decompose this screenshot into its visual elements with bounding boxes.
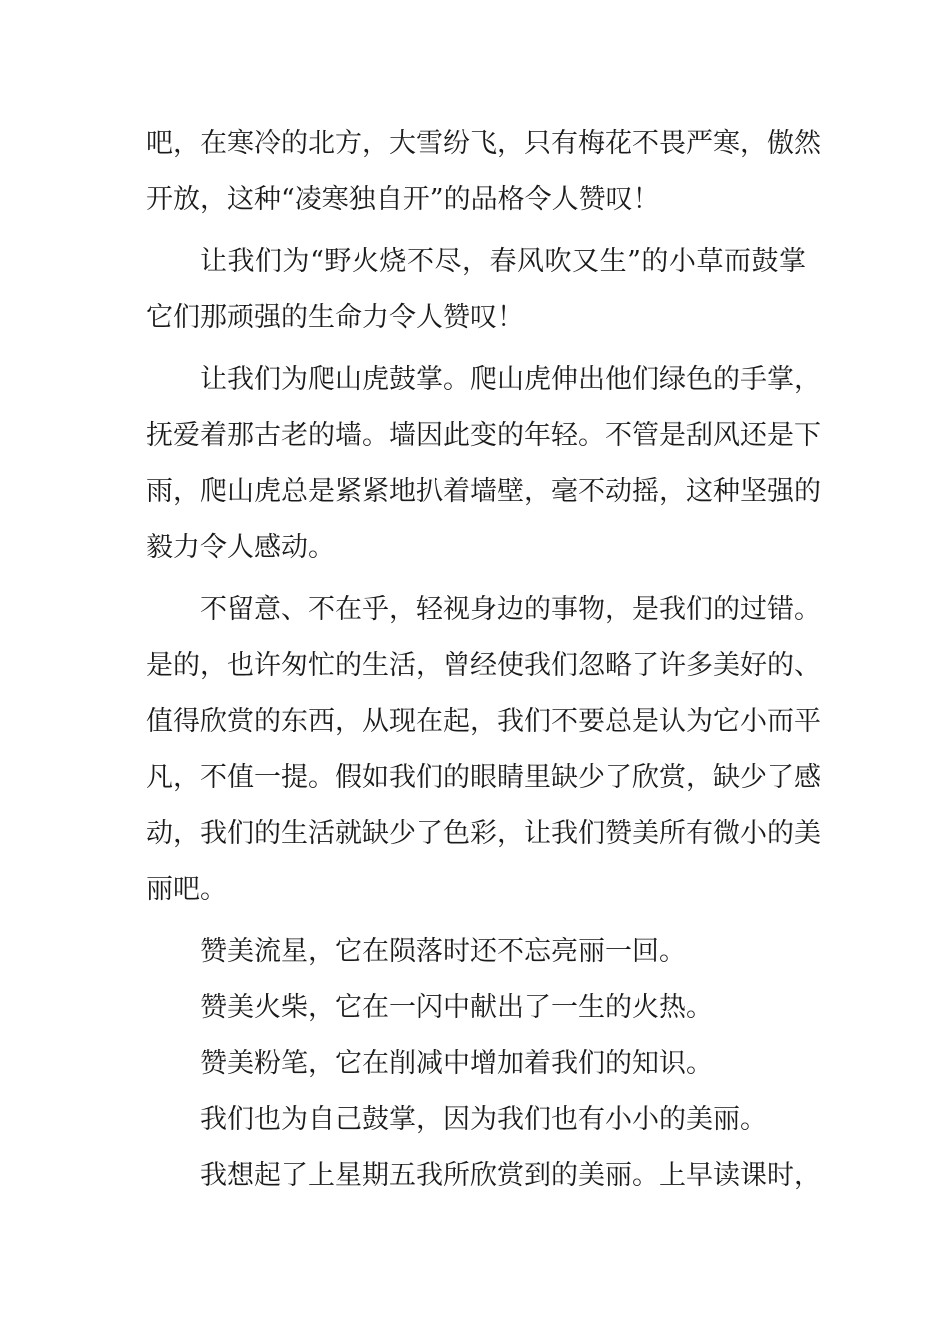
text-line: 我想起了上星期五我所欣赏到的美丽。上早读课时， xyxy=(200,1160,821,1191)
text-line: 赞美流星，它在陨落时还不忘亮丽一回。 xyxy=(200,936,686,967)
text-line: 让我们为爬山虎鼓掌。爬山虎伸出他们绿色的手掌， xyxy=(200,364,821,395)
text-line: 不留意、不在乎，轻视身边的事物，是我们的过错。 xyxy=(200,594,821,625)
text-line: 丽吧。 xyxy=(146,874,227,905)
text-line: 吧，在寒冷的北方，大雪纷飞，只有梅花不畏严寒，傲然 xyxy=(146,128,821,159)
text-line: 赞美火柴，它在一闪中献出了一生的火热。 xyxy=(200,992,713,1023)
text-line: 让我们为“野火烧不尽，春风吹又生”的小草而鼓掌 xyxy=(200,246,806,277)
text-line: 动，我们的生活就缺少了色彩，让我们赞美所有微小的美 xyxy=(146,818,821,849)
text-line: 毅力令人感动。 xyxy=(146,532,335,563)
text-line: 是的，也许匆忙的生活，曾经使我们忽略了许多美好的、 xyxy=(146,650,821,681)
text-line: 赞美粉笔，它在削减中增加着我们的知识。 xyxy=(200,1048,713,1079)
text-line: 凡，不值一提。假如我们的眼睛里缺少了欣赏，缺少了感 xyxy=(146,762,821,793)
text-line: 我们也为自己鼓掌，因为我们也有小小的美丽。 xyxy=(200,1104,767,1135)
document-body xyxy=(146,116,821,1204)
text-line: 抚爱着那古老的墙。墙因此变的年轻。不管是刮风还是下 xyxy=(146,420,821,451)
text-line: 雨，爬山虎总是紧紧地扒着墙壁，毫不动摇，这种坚强的 xyxy=(146,476,821,507)
text-line: 值得欣赏的东西，从现在起，我们不要总是认为它小而平 xyxy=(146,706,821,737)
text-line: 它们那顽强的生命力令人赞叹！ xyxy=(146,302,524,333)
text-line: 开放，这种“凌寒独自开”的品格令人赞叹！ xyxy=(146,184,660,215)
